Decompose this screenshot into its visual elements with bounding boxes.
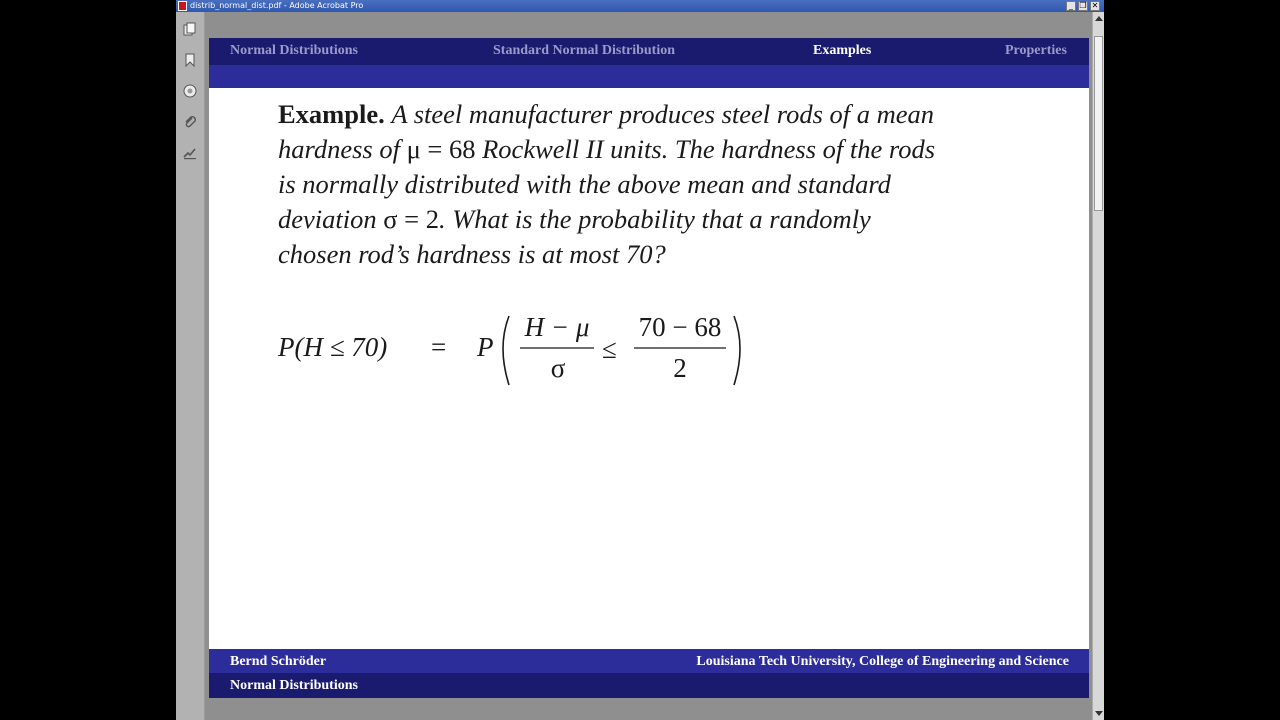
nav-item-normal-distributions[interactable]: Normal Distributions — [230, 43, 358, 58]
scroll-up-arrow-icon[interactable] — [1095, 16, 1103, 21]
sigma-value: σ = 2 — [383, 204, 439, 234]
formula-equals: = — [431, 332, 447, 362]
fraction1-numerator: H − μ — [524, 312, 590, 342]
acrobat-window — [176, 0, 1104, 720]
formula-leq: ≤ — [602, 334, 617, 364]
pages-icon[interactable] — [183, 22, 197, 36]
restore-button[interactable]: ❐ — [1079, 1, 1087, 10]
pdf-page — [209, 38, 1089, 698]
formula-lhs: P(H ≤ 70) — [278, 332, 388, 362]
layers-icon[interactable] — [183, 84, 197, 98]
bookmarks-icon[interactable] — [183, 53, 197, 67]
example-line: deviation σ = 2. What is the probability that a randomly — [278, 204, 871, 234]
fraction2-numerator: 70 − 68 — [638, 312, 722, 342]
right-paren — [734, 316, 740, 385]
fraction1-denominator: σ — [550, 353, 566, 383]
example-line: chosen rod’s hardness is at most 70? — [278, 239, 666, 269]
vertical-scrollbar[interactable] — [1092, 12, 1104, 720]
left-paren — [503, 316, 509, 385]
title-bar — [176, 0, 1104, 12]
slide-nav-bar — [209, 38, 1089, 65]
mu-value: μ = 68 — [406, 134, 476, 164]
minimize-button[interactable]: _ — [1066, 1, 1076, 11]
scroll-thumb[interactable] — [1094, 36, 1103, 211]
close-button[interactable]: ✕ — [1091, 1, 1099, 10]
example-line: hardness of μ = 68 Rockwell II units. The hardness of the rods — [278, 134, 936, 164]
acrobat-app-icon — [178, 1, 187, 11]
footer-institution: Louisiana Tech University, College of Engineering and Science — [696, 654, 1069, 669]
example-text — [278, 97, 1048, 272]
window-title: distrib_normal_dist.pdf - Adobe Acrobat Pro — [190, 1, 364, 10]
fraction2-denominator: 2 — [673, 353, 687, 383]
example-line: Example. A steel manufacturer produces steel rods of a mean — [278, 99, 935, 129]
footer-author-bar — [209, 649, 1089, 673]
footer-author: Bernd Schröder — [230, 654, 327, 669]
footer-topic: Normal Distributions — [230, 678, 358, 693]
scroll-down-arrow-icon[interactable] — [1095, 711, 1103, 716]
example-line: is normally distributed with the above mean and standard — [278, 169, 891, 199]
formula-p: P — [477, 332, 494, 362]
nav-item-properties[interactable]: Properties — [1005, 43, 1067, 58]
nav-item-examples[interactable]: Examples — [813, 43, 872, 58]
navigation-pane — [176, 12, 205, 720]
attachments-icon[interactable] — [183, 115, 197, 129]
example-intro: Example. — [278, 99, 385, 129]
nav-item-standard-normal-distribution[interactable]: Standard Normal Distribution — [493, 43, 676, 58]
signatures-icon[interactable] — [183, 146, 197, 160]
footer-topic-bar — [209, 673, 1089, 698]
probability-formula — [278, 310, 838, 400]
slide-subnav-bar — [209, 65, 1089, 88]
